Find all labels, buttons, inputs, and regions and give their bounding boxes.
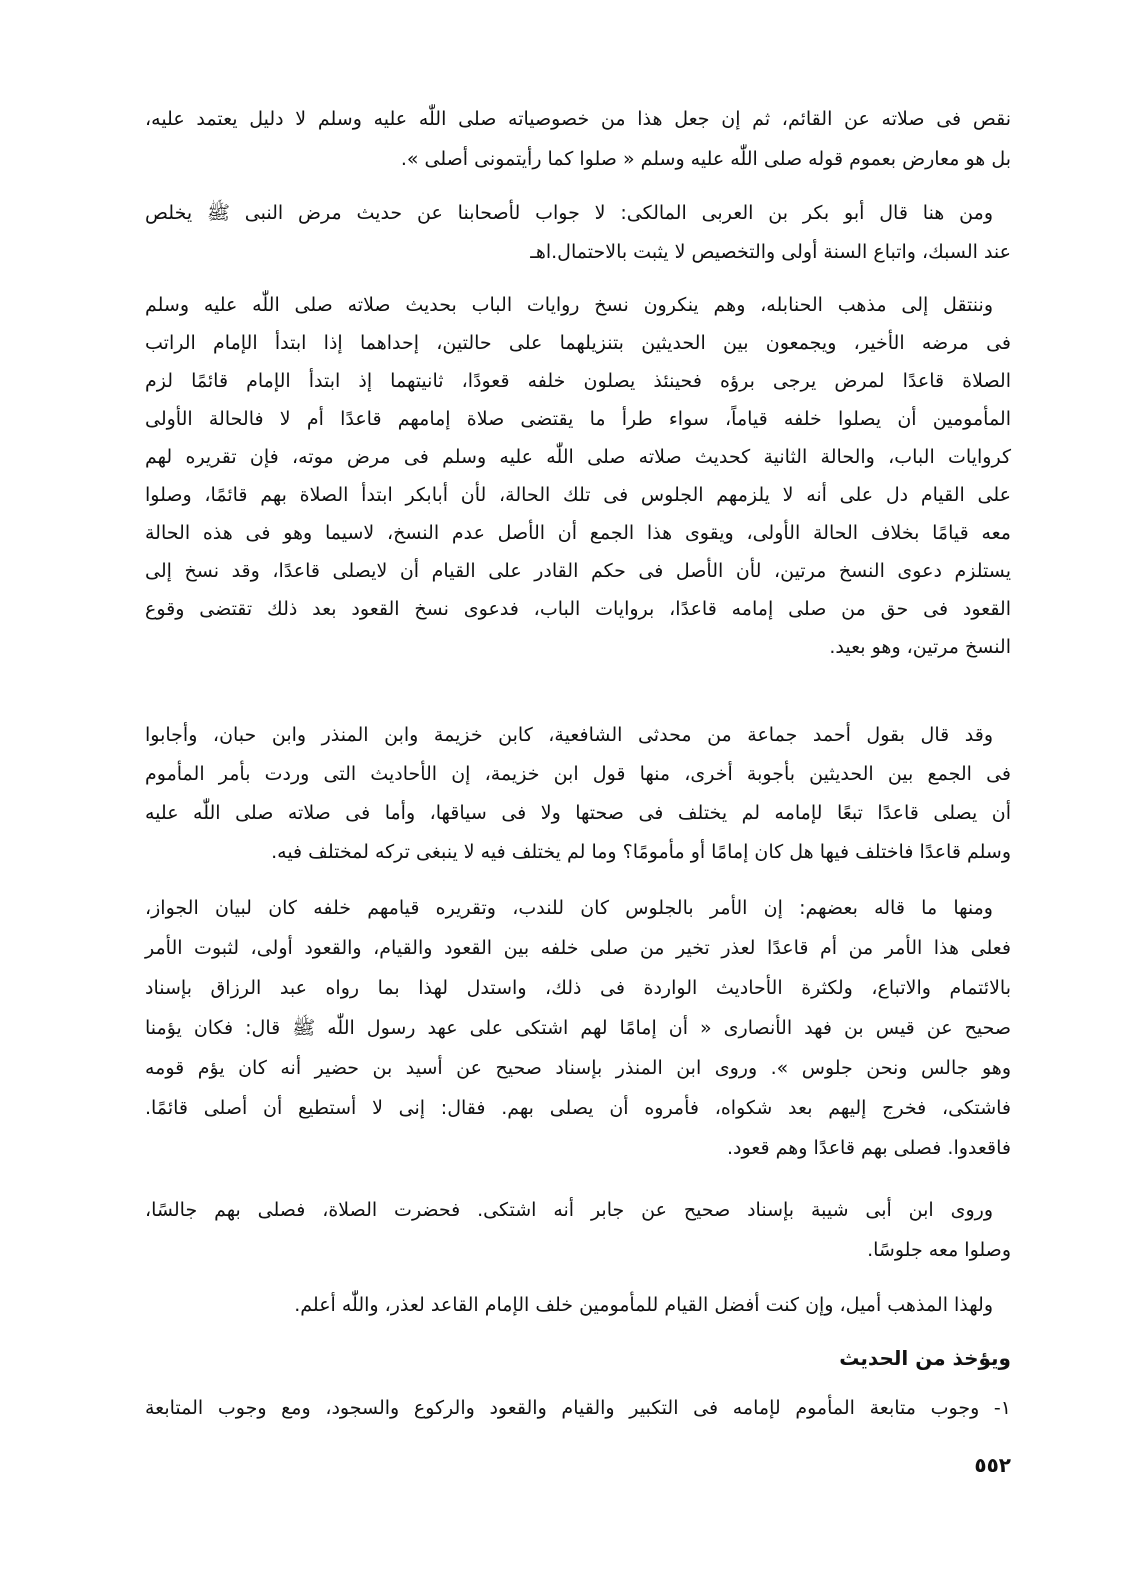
text-line: على القيام دل على أنه لا يلزمهم الجلوس فى تلك الحالة، لأن أبابكر ابتدأ الصلاة بهم قائمًا، وصلوا — [145, 484, 1011, 506]
text-line: الصلاة قاعدًا لمرض يرجى برؤه فحينئذ يصلون خلفه قعودًا، ثانيتهما إذ ابتدأ الإمام قائمًا لزم — [145, 370, 1011, 392]
text-line: فى مرضه الأخير، ويجمعون بين الحديثين بتنزيلهما على حالتين، إحداهما إذا ابتدأ الإمام الراتب — [145, 332, 1011, 354]
text-line: وقد قال بقول أحمد جماعة من محدثى الشافعية، كابن خزيمة وابن المنذر وابن حبان، وأجابوا — [145, 724, 993, 746]
text-line: فعلى هذا الأمر من أم قاعدًا لعذر تخير من صلى خلفه بين القعود والقيام، والقعود أولى، لثبوت الأمر — [145, 937, 1011, 959]
list-item: ١- وجوب متابعة المأموم لإمامه فى التكبير والقيام والقعود والركوع والسجود، ومع وجوب المتابعة — [145, 1397, 1011, 1419]
text-line: وننتقل إلى مذهب الحنابله، وهم ينكرون نسخ روايات الباب بحديث صلاته صلى اللّٰه عليه وسلم — [145, 294, 993, 316]
text-line: فاقعدوا. فصلى بهم قاعدًا وهم قعود. — [726, 1137, 1011, 1159]
page-number: ٥٥٢ — [974, 1453, 1011, 1477]
text-line: وروى ابن أبى شيبة بإسناد صحيح عن جابر أنه اشتكى. فحضرت الصلاة، فصلى بهم جالسًا، — [145, 1199, 993, 1221]
text-line: القعود فى حق من صلى إمامه قاعدًا، بروايات الباب، فدعوى نسخ القعود بعد ذلك تقتضى وقوع — [145, 598, 1011, 620]
text-line: بل هو معارض بعموم قوله صلى اللّٰه عليه وسلم « صلوا كما رأيتمونى أصلى ». — [400, 148, 1011, 170]
section-heading: ويؤخذ من الحديث — [839, 1346, 1011, 1370]
text-line: صحيح عن قيس بن فهد الأنصارى « أن إمامًا لهم اشتكى على عهد رسول اللّٰه ﷺ قال: فكان يؤمنا — [145, 1017, 1011, 1039]
text-line: ولهذا المذهب أميل، وإن كنت أفضل القيام للمأمومين خلف الإمام القاعد لعذر، واللّٰه أعلم. — [294, 1294, 993, 1316]
text-line: نقص فى صلاته عن القائم، ثم إن جعل هذا من خصوصياته صلى اللّٰه عليه وسلم لا دليل يعتمد عليه، — [145, 108, 1011, 130]
text-line: عند السبك، واتباع السنة أولى والتخصيص لا يثبت بالاحتمال.اهـ — [530, 241, 1011, 263]
text-line: أن يصلى قاعدًا تبعًا لإمامه لم يختلف فى صحتها ولا فى سياقها، وأما فى صلاته صلى اللّٰه عليه — [145, 802, 1011, 824]
text-line: كروايات الباب، والحالة الثانية كحديث صلاته صلى اللّٰه عليه وسلم فى مرض موته، فإن تقريره لهم — [145, 446, 1011, 468]
text-line: ومن هنا قال أبو بكر بن العربى المالكى: لا جواب لأصحابنا عن حديث مرض النبى ﷺ يخلص — [145, 202, 993, 224]
text-line: وهو جالس ونحن جلوس ». وروى ابن المنذر بإسناد صحيح عن أسيد بن حضير أنه كان يؤم قومه — [145, 1057, 1011, 1079]
text-line: النسخ مرتين، وهو بعيد. — [829, 636, 1011, 658]
text-line: وصلوا معه جلوسًا. — [867, 1239, 1011, 1261]
text-line: معه قيامًا بخلاف الحالة الأولى، ويقوى هذا الجمع أن الأصل عدم النسخ، لاسيما وهو فى هذه الحالة — [145, 522, 1011, 544]
text-line: فى الجمع بين الحديثين بأجوبة أخرى، منها قول ابن خزيمة، إن الأحاديث التى وردت بأمر المأموم — [145, 763, 1011, 785]
text-line: فاشتكى، فخرج إليهم بعد شكواه، فأمروه أن يصلى بهم. فقال: إنى لا أستطيع أن أصلى قائمًا. — [145, 1097, 1011, 1119]
text-line: ومنها ما قاله بعضهم: إن الأمر بالجلوس كان للندب، وتقريره قيامهم خلفه كان لبيان الجواز، — [145, 897, 993, 919]
text-line: بالائتمام والاتباع، ولكثرة الأحاديث الواردة فى ذلك، واستدل لهذا بما رواه عبد الرزاق بإسناد — [145, 977, 1011, 999]
text-line: وسلم قاعدًا فاختلف فيها هل كان إمامًا أو مأمومًا؟ وما لم يختلف فيه لا ينبغى تركه لمختلف فيه. — [271, 841, 1011, 863]
text-line: يستلزم دعوى النسخ مرتين، لأن الأصل فى حكم القادر على القيام أن لايصلى قاعدًا، وقد نسخ إلى — [145, 560, 1011, 582]
text-line: المأمومين أن يصلوا خلفه قياماً، سواء طرأ ما يقتضى صلاة إمامهم قاعدًا أم لا فالحالة الأولى — [145, 408, 1011, 430]
